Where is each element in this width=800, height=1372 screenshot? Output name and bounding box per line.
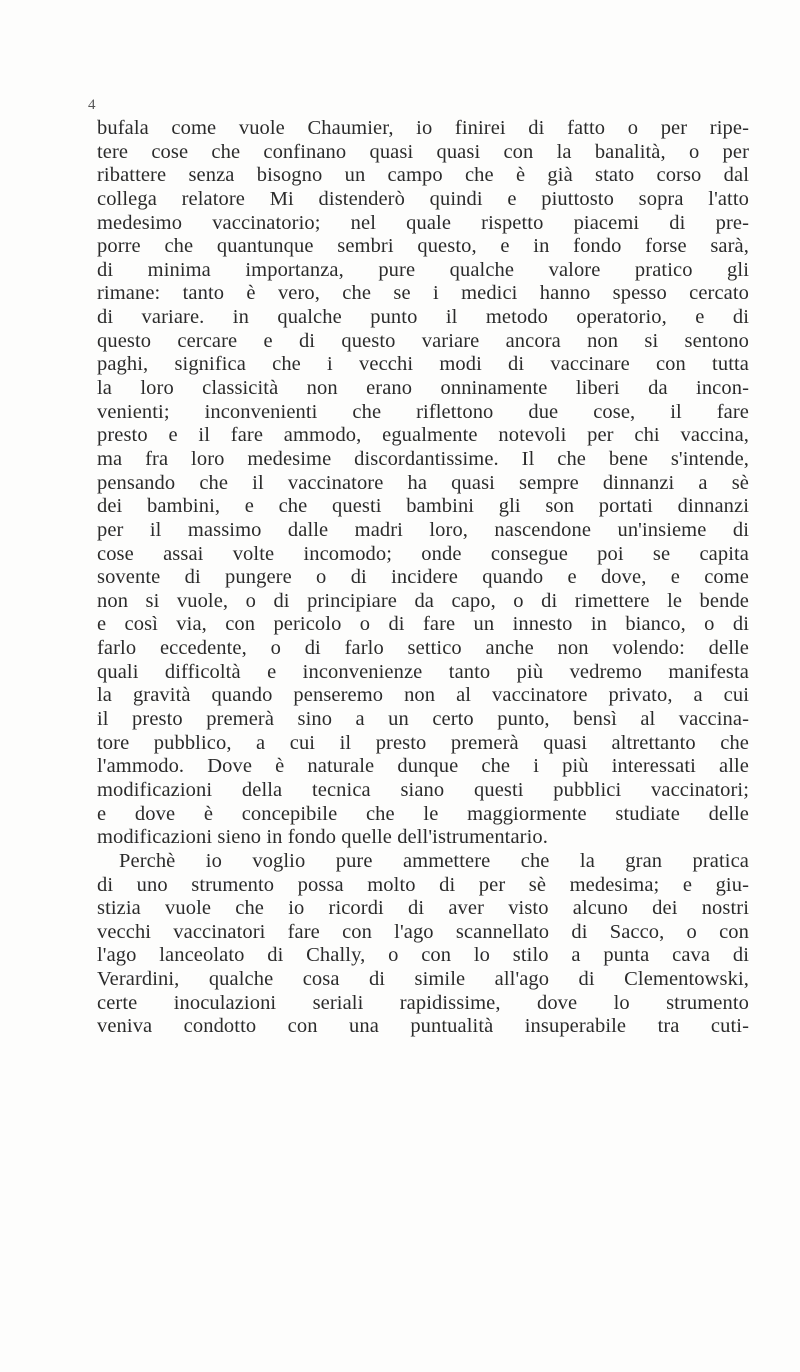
page-number: 4: [88, 97, 96, 113]
text-line: tere cose che confinano quasi quasi con la banalità, o per: [97, 140, 749, 163]
text-line: modificazioni della tecnica siano questi pubblici vaccinatori;: [97, 778, 749, 801]
text-line: veniva condotto con una puntualità insuperabile tra cuti-: [97, 1015, 749, 1038]
text-line: farlo eccedente, o di farlo settico anche non volendo: delle: [97, 637, 749, 660]
text-line: collega relatore Mi distenderò quindi e piuttosto sopra l'atto: [97, 187, 749, 210]
text-line: stizia vuole che io ricordi di aver visto alcuno dei nostri: [97, 897, 749, 920]
text-line: medesimo vaccinatorio; nel quale rispetto piacemi di pre-: [97, 211, 749, 234]
text-line: ma fra loro medesime discordantissime. Il che bene s'intende,: [97, 447, 749, 470]
text-line: pensando che il vaccinatore ha quasi sempre dinnanzi a sè: [97, 471, 749, 494]
text-line: l'ammodo. Dove è naturale dunque che i più interessati alle: [97, 755, 749, 778]
text-line: modificazioni sieno in fondo quelle dell'istrumentario.: [97, 826, 548, 849]
text-line: di uno strumento possa molto di per sè medesima; e giu-: [97, 873, 749, 896]
text-line: quali difficoltà e inconvenienze tanto più vedremo manifesta: [97, 660, 749, 683]
text-line: la loro classicità non erano onninamente liberi da incon-: [97, 377, 749, 400]
text-line: e dove è concepibile che le maggiormente studiate delle: [97, 802, 749, 825]
text-line: ribattere senza bisogno un campo che è già stato corso dal: [97, 164, 749, 187]
text-line: il presto premerà sino a un certo punto, bensì al vaccina-: [97, 708, 749, 731]
text-line: questo cercare e di questo variare ancora non si sentono: [97, 329, 749, 352]
text-line: di variare. in qualche punto il metodo operatorio, e di: [97, 306, 749, 329]
text-line: porre che quantunque sembri questo, e in fondo forse sarà,: [97, 235, 749, 258]
text-line: bufala come vuole Chaumier, io finirei di fatto o per ripe-: [97, 117, 749, 139]
body-text: [97, 117, 749, 1039]
text-line: di minima importanza, pure qualche valore pratico gli: [97, 258, 749, 281]
text-line: non si vuole, o di principiare da capo, o di rimettere le bende: [97, 589, 749, 612]
text-line: Verardini, qualche cosa di simile all'ago di Clementowski,: [97, 968, 749, 991]
text-line: e così via, con pericolo o di fare un innesto in bianco, o di: [97, 613, 749, 636]
text-line: Perchè io voglio pure ammettere che la gran pratica: [119, 849, 749, 872]
text-line: sovente di pungere o di incidere quando e dove, e come: [97, 566, 749, 589]
text-line: rimane: tanto è vero, che se i medici hanno spesso cercato: [97, 282, 749, 305]
text-line: cose assai volte incomodo; onde consegue poi se capita: [97, 542, 749, 565]
text-line: certe inoculazioni seriali rapidissime, dove lo strumento: [97, 991, 749, 1014]
text-line: la gravità quando penseremo non al vaccinatore privato, a cui: [97, 684, 749, 707]
text-line: l'ago lanceolato di Chally, o con lo stilo a punta cava di: [97, 944, 749, 967]
text-line: tore pubblico, a cui il presto premerà quasi altrettanto che: [97, 731, 749, 754]
text-line: vecchi vaccinatori fare con l'ago scannellato di Sacco, o con: [97, 920, 749, 943]
text-line: per il massimo dalle madri loro, nascendone un'insieme di: [97, 518, 749, 541]
text-line: presto e il fare ammodo, egualmente notevoli per chi vaccina,: [97, 424, 749, 447]
text-line: dei bambini, e che questi bambini gli son portati dinnanzi: [97, 495, 749, 518]
text-line: venienti; inconvenienti che riflettono due cose, il fare: [97, 400, 749, 423]
text-line: paghi, significa che i vecchi modi di vaccinare con tutta: [97, 353, 749, 376]
